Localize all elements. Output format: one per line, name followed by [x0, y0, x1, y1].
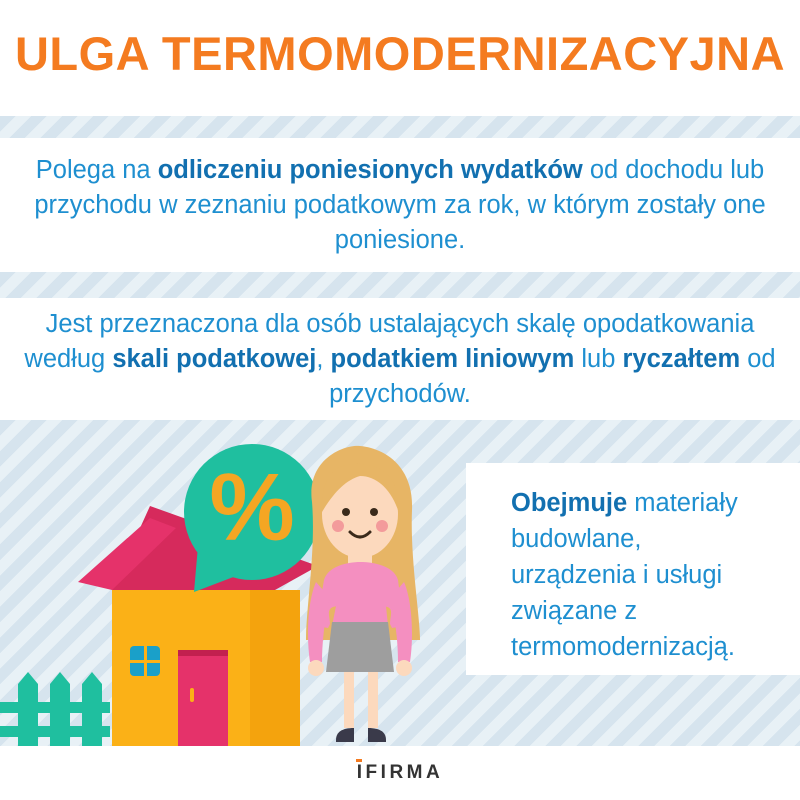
eligibility-text — [14, 307, 786, 412]
page-title: ULGA TERMOMODERNIZACYJNA — [14, 26, 786, 80]
info-line-1-text: materiały — [627, 489, 738, 517]
description-text — [20, 153, 780, 258]
info-text — [511, 485, 800, 665]
info-line-5: termomodernizacją. — [511, 633, 735, 661]
eligibility-bold-ryczalt: ryczałtem — [622, 344, 741, 373]
eligibility-part4: od przychodów. — [329, 344, 776, 408]
logo-text: IFIRMA — [356, 762, 444, 783]
info-line-2: budowlane, — [511, 525, 642, 553]
description-panel — [0, 138, 800, 272]
description-bold: odliczeniu poniesionych wydatków — [157, 155, 583, 184]
info-bold: Obejmuje — [511, 489, 628, 517]
eligibility-part3: lub — [574, 344, 623, 373]
percent-symbol: % — [209, 454, 295, 561]
woman-icon — [306, 446, 420, 742]
info-box — [466, 463, 800, 675]
illustration — [0, 440, 440, 746]
eligibility-panel — [0, 298, 800, 420]
logo-accent-bar — [356, 759, 362, 762]
eligibility-part1: Jest przeznaczona dla osób ustalających skalę opodatkowania według — [24, 309, 755, 373]
description-after: od dochodu lub przychodu w zeznaniu podatkowym za rok, w którym zostały one poniesione. — [34, 155, 766, 254]
eligibility-bold-skala: skali podatkowej — [112, 344, 317, 373]
info-line-3: urządzenia i usługi — [511, 561, 723, 589]
description-before: Polega na — [35, 155, 158, 184]
fence-icon — [0, 672, 110, 746]
title-band — [0, 0, 800, 116]
info-line-4: związane z — [511, 597, 638, 625]
striped-divider-top — [0, 116, 800, 138]
ifirma-logo — [357, 762, 443, 784]
striped-divider-middle — [0, 272, 800, 298]
info-line-1 — [511, 485, 800, 521]
eligibility-bold-liniowy: podatkiem liniowym — [330, 344, 575, 373]
eligibility-part2: , — [316, 344, 331, 373]
footer — [0, 746, 800, 800]
